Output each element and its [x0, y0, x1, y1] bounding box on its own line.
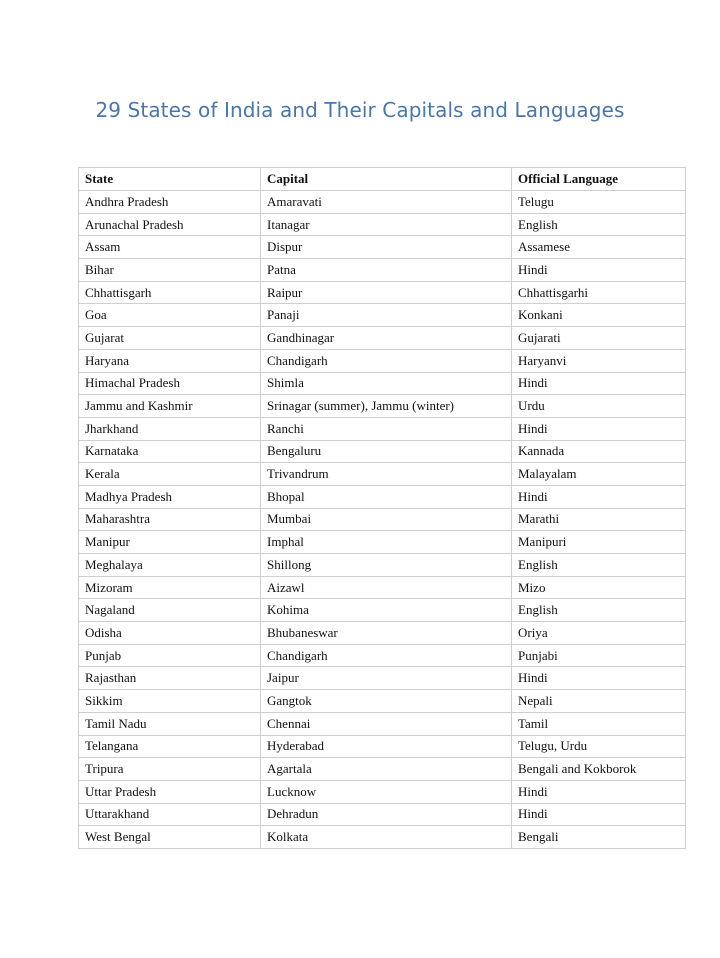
capital-cell: Dehradun — [261, 803, 512, 826]
state-cell: Meghalaya — [79, 554, 261, 577]
state-cell: Assam — [79, 236, 261, 259]
table-row — [79, 508, 686, 531]
state-cell: Tripura — [79, 758, 261, 781]
table-row — [79, 690, 686, 713]
language-cell: Hindi — [512, 667, 686, 690]
table-row — [79, 259, 686, 282]
state-cell: Odisha — [79, 622, 261, 645]
language-cell: Urdu — [512, 395, 686, 418]
language-cell: Marathi — [512, 508, 686, 531]
table-header-row — [79, 168, 686, 191]
language-cell: Bengali — [512, 826, 686, 849]
state-cell: Uttarakhand — [79, 803, 261, 826]
state-cell: Haryana — [79, 349, 261, 372]
states-table — [78, 167, 686, 849]
state-cell: Maharashtra — [79, 508, 261, 531]
capital-cell: Mumbai — [261, 508, 512, 531]
language-cell: English — [512, 213, 686, 236]
capital-cell: Ranchi — [261, 417, 512, 440]
state-cell: Tamil Nadu — [79, 712, 261, 735]
table-row — [79, 712, 686, 735]
state-cell: Rajasthan — [79, 667, 261, 690]
state-cell: Uttar Pradesh — [79, 780, 261, 803]
table-row — [79, 485, 686, 508]
capital-cell: Dispur — [261, 236, 512, 259]
language-cell: Konkani — [512, 304, 686, 327]
header-capital: Capital — [261, 168, 512, 191]
table-row — [79, 372, 686, 395]
state-cell: Himachal Pradesh — [79, 372, 261, 395]
language-cell: Gujarati — [512, 327, 686, 350]
capital-cell: Srinagar (summer), Jammu (winter) — [261, 395, 512, 418]
table-row — [79, 395, 686, 418]
capital-cell: Shimla — [261, 372, 512, 395]
capital-cell: Panaji — [261, 304, 512, 327]
language-cell: Telugu, Urdu — [512, 735, 686, 758]
language-cell: Chhattisgarhi — [512, 281, 686, 304]
state-cell: Mizoram — [79, 576, 261, 599]
capital-cell: Bhopal — [261, 485, 512, 508]
table-row — [79, 327, 686, 350]
language-cell: Hindi — [512, 259, 686, 282]
capital-cell: Imphal — [261, 531, 512, 554]
capital-cell: Bengaluru — [261, 440, 512, 463]
table-row — [79, 826, 686, 849]
state-cell: Bihar — [79, 259, 261, 282]
state-cell: Punjab — [79, 644, 261, 667]
capital-cell: Patna — [261, 259, 512, 282]
capital-cell: Aizawl — [261, 576, 512, 599]
language-cell: Oriya — [512, 622, 686, 645]
table-body — [79, 191, 686, 849]
table-row — [79, 417, 686, 440]
capital-cell: Jaipur — [261, 667, 512, 690]
capital-cell: Chandigarh — [261, 644, 512, 667]
table-row — [79, 440, 686, 463]
table-row — [79, 281, 686, 304]
capital-cell: Gandhinagar — [261, 327, 512, 350]
language-cell: Hindi — [512, 485, 686, 508]
table-row — [79, 191, 686, 214]
language-cell: Kannada — [512, 440, 686, 463]
capital-cell: Itanagar — [261, 213, 512, 236]
capital-cell: Chandigarh — [261, 349, 512, 372]
capital-cell: Raipur — [261, 281, 512, 304]
state-cell: Nagaland — [79, 599, 261, 622]
states-table-container — [78, 167, 685, 849]
capital-cell: Trivandrum — [261, 463, 512, 486]
table-row — [79, 349, 686, 372]
table-row — [79, 758, 686, 781]
capital-cell: Hyderabad — [261, 735, 512, 758]
header-official-language: Official Language — [512, 168, 686, 191]
capital-cell: Gangtok — [261, 690, 512, 713]
page-title: 29 States of India and Their Capitals and Languages — [95, 98, 625, 122]
table-row — [79, 622, 686, 645]
state-cell: Kerala — [79, 463, 261, 486]
table-row — [79, 304, 686, 327]
language-cell: Hindi — [512, 417, 686, 440]
table-row — [79, 667, 686, 690]
capital-cell: Lucknow — [261, 780, 512, 803]
state-cell: Telangana — [79, 735, 261, 758]
table-row — [79, 463, 686, 486]
state-cell: Karnataka — [79, 440, 261, 463]
state-cell: Jharkhand — [79, 417, 261, 440]
language-cell: Nepali — [512, 690, 686, 713]
capital-cell: Kohima — [261, 599, 512, 622]
state-cell: Andhra Pradesh — [79, 191, 261, 214]
state-cell: Madhya Pradesh — [79, 485, 261, 508]
state-cell: Jammu and Kashmir — [79, 395, 261, 418]
table-row — [79, 735, 686, 758]
state-cell: Arunachal Pradesh — [79, 213, 261, 236]
table-row — [79, 576, 686, 599]
state-cell: Sikkim — [79, 690, 261, 713]
language-cell: Manipuri — [512, 531, 686, 554]
table-row — [79, 803, 686, 826]
language-cell: Mizo — [512, 576, 686, 599]
language-cell: Assamese — [512, 236, 686, 259]
language-cell: Malayalam — [512, 463, 686, 486]
language-cell: Tamil — [512, 712, 686, 735]
language-cell: Bengali and Kokborok — [512, 758, 686, 781]
state-cell: Chhattisgarh — [79, 281, 261, 304]
state-cell: Gujarat — [79, 327, 261, 350]
capital-cell: Bhubaneswar — [261, 622, 512, 645]
header-state: State — [79, 168, 261, 191]
state-cell: West Bengal — [79, 826, 261, 849]
table-row — [79, 599, 686, 622]
capital-cell: Kolkata — [261, 826, 512, 849]
language-cell: Hindi — [512, 372, 686, 395]
language-cell: Hindi — [512, 780, 686, 803]
language-cell: English — [512, 599, 686, 622]
language-cell: Punjabi — [512, 644, 686, 667]
language-cell: Hindi — [512, 803, 686, 826]
state-cell: Manipur — [79, 531, 261, 554]
table-row — [79, 213, 686, 236]
table-row — [79, 531, 686, 554]
table-row — [79, 554, 686, 577]
capital-cell: Shillong — [261, 554, 512, 577]
table-row — [79, 644, 686, 667]
capital-cell: Chennai — [261, 712, 512, 735]
capital-cell: Agartala — [261, 758, 512, 781]
table-row — [79, 236, 686, 259]
capital-cell: Amaravati — [261, 191, 512, 214]
language-cell: English — [512, 554, 686, 577]
table-row — [79, 780, 686, 803]
state-cell: Goa — [79, 304, 261, 327]
language-cell: Haryanvi — [512, 349, 686, 372]
language-cell: Telugu — [512, 191, 686, 214]
